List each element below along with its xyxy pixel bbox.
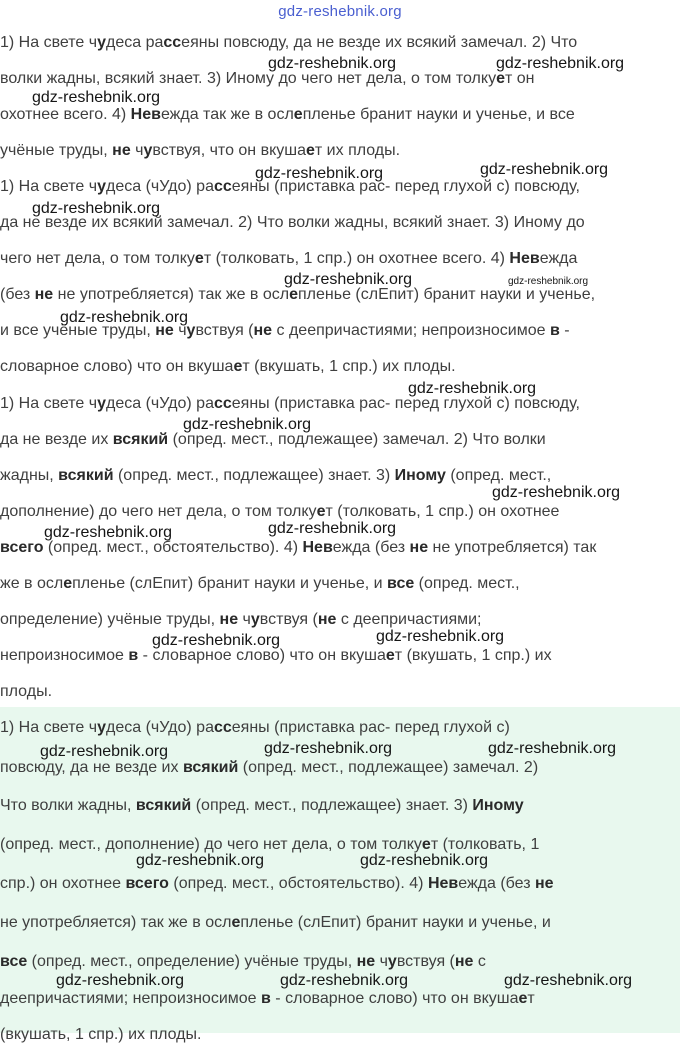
text-fragment: ежда (без xyxy=(332,539,410,556)
text-fragment: Что волки жадны, xyxy=(0,797,136,814)
text-fragment: (опред. мест., обстоятельство). 4) xyxy=(43,539,303,556)
text-line xyxy=(0,611,482,629)
watermark-text: gdz-reshebnik.org xyxy=(32,200,161,217)
text-fragment: деса (чУдо) ра xyxy=(106,395,214,412)
bold-fragment: не xyxy=(534,875,554,892)
text-fragment: охотнее всего. 4) xyxy=(0,106,131,123)
text-fragment: деепричастиями; непроизносимое xyxy=(0,990,262,1007)
text-fragment: - словарное слово) что он вкуша xyxy=(270,990,519,1007)
text-line xyxy=(0,358,456,376)
text-fragment: словарное слово) что он вкуша xyxy=(0,358,234,375)
text-fragment: пленье (слЕпит) бранит науки и ученье, и xyxy=(72,575,387,592)
watermark-text: gdz-reshebnik.org xyxy=(268,520,397,537)
text-fragment: (без xyxy=(0,286,35,303)
bold-fragment: не xyxy=(155,322,174,339)
text-fragment: еяны (приставка рас- перед глухой с) повсюду, xyxy=(231,178,580,195)
text-fragment: с деепричастиями; непроизносимое xyxy=(272,322,550,339)
text-fragment: - xyxy=(559,322,570,339)
bold-fragment: у xyxy=(97,395,106,412)
text-fragment: т (толковать, 1 xyxy=(430,836,540,853)
text-fragment: жадны, xyxy=(0,467,59,484)
text-line xyxy=(0,875,554,893)
watermark-text: gdz-reshebnik.org xyxy=(504,972,633,989)
text-fragment: деса (чУдо) ра xyxy=(106,719,214,736)
text-fragment: (опред. мест., подлежащее) знает. 3) xyxy=(113,467,395,484)
text-fragment: т (толковать, 1 спр.) он охотнее xyxy=(325,503,560,520)
text-fragment: (опред. мест., определение) учёные труды, xyxy=(27,953,357,970)
text-fragment: ч xyxy=(173,322,187,339)
text-fragment: т (вкушать, 1 спр.) их xyxy=(394,647,552,664)
text-fragment: (опред. мест., xyxy=(445,467,552,484)
text-fragment: волки жадны, всякий знает. 3) Иному до чего нет дела, о том толку xyxy=(0,70,497,87)
watermark-text: gdz-reshebnik.org xyxy=(56,972,185,989)
bold-fragment: Иному xyxy=(394,467,446,484)
text-fragment: пленье (слЕпит) бранит науки и ученье, xyxy=(298,286,596,303)
text-fragment: 1) На свете ч xyxy=(0,719,98,736)
text-line xyxy=(0,575,520,593)
text-fragment: с деепричастиями; xyxy=(336,611,482,628)
text-fragment: да не везде их xyxy=(0,431,113,448)
bold-fragment: в xyxy=(261,990,271,1007)
text-fragment: т xyxy=(527,990,535,1007)
text-fragment: вствуя, что он вкуша xyxy=(152,142,306,159)
bold-fragment: не xyxy=(454,953,474,970)
bold-fragment: не xyxy=(356,953,376,970)
watermark-text: gdz-reshebnik.org xyxy=(376,628,505,645)
bold-fragment: у xyxy=(387,953,397,970)
text-fragment: вствуя ( xyxy=(195,322,254,339)
bold-fragment: в xyxy=(128,647,139,664)
text-fragment: плоды. xyxy=(0,683,53,700)
text-fragment: деса (чУдо) ра xyxy=(106,178,214,195)
bold-fragment: у xyxy=(250,611,260,628)
text-fragment: ч xyxy=(238,611,251,628)
text-line xyxy=(0,990,535,1008)
watermark-text: gdz-reshebnik.org xyxy=(508,276,589,287)
site-header-title[interactable]: gdz-reshebnik.org xyxy=(278,3,402,20)
text-fragment: (опред. мест., xyxy=(414,575,520,592)
text-fragment: деса ра xyxy=(106,34,164,51)
text-line xyxy=(0,250,577,268)
text-fragment: т их плоды. xyxy=(314,142,401,159)
bold-fragment: сс xyxy=(213,178,232,195)
watermark-text: gdz-reshebnik.org xyxy=(183,416,312,433)
text-fragment: чего нет дела, о том толку xyxy=(0,250,195,267)
text-fragment: и все учёные труды, xyxy=(0,322,156,339)
bold-fragment: Иному xyxy=(472,797,524,814)
bold-fragment: Нев xyxy=(302,539,333,556)
bold-fragment: сс xyxy=(163,34,182,51)
text-fragment: ч xyxy=(130,142,144,159)
text-fragment: (опред. мест., подлежащее) замечал. 2) Что волки xyxy=(168,431,546,448)
bold-fragment: сс xyxy=(213,395,232,412)
text-fragment: определение) учёные труды, xyxy=(0,611,220,628)
text-line xyxy=(0,503,559,521)
watermark-text: gdz-reshebnik.org xyxy=(44,524,173,541)
bold-fragment: е xyxy=(194,250,204,267)
text-fragment: (вкушать, 1 спр.) их плоды. xyxy=(0,1026,202,1043)
bold-fragment: е xyxy=(518,990,528,1007)
text-line xyxy=(0,914,551,932)
bold-fragment: е xyxy=(421,836,431,853)
text-fragment: пленье бранит науки и ученье, и все xyxy=(302,106,575,123)
text-fragment: непроизносимое xyxy=(0,647,129,664)
text-fragment: спр.) он охотнее xyxy=(0,875,126,892)
watermark-text: gdz-reshebnik.org xyxy=(408,380,537,397)
bold-fragment: е xyxy=(496,70,505,87)
bold-fragment: все xyxy=(387,575,415,592)
bold-fragment: Нев xyxy=(509,250,540,267)
bold-fragment: у xyxy=(186,322,196,339)
text-fragment: учёные труды, xyxy=(0,142,113,159)
text-fragment: 1) На свете ч xyxy=(0,395,98,412)
text-fragment: еяны (приставка рас- перед глухой с) повсюду, xyxy=(231,395,580,412)
watermark-text: gdz-reshebnik.org xyxy=(480,161,609,178)
watermark-text: gdz-reshebnik.org xyxy=(40,743,169,760)
text-fragment: не употребляется) так же в осл xyxy=(53,286,290,303)
text-fragment: не употребляется) так xyxy=(428,539,597,556)
text-line xyxy=(0,34,577,52)
text-line xyxy=(0,797,524,815)
text-fragment: - словарное слово) что он вкуша xyxy=(138,647,386,664)
bold-fragment: у xyxy=(97,34,106,51)
bold-fragment: е xyxy=(231,914,241,931)
text-line xyxy=(0,142,400,160)
watermark-text: gdz-reshebnik.org xyxy=(492,484,621,501)
bold-fragment: всего xyxy=(0,539,44,556)
watermark-text: gdz-reshebnik.org xyxy=(60,309,189,326)
watermark-text: gdz-reshebnik.org xyxy=(268,55,397,72)
bold-fragment: не xyxy=(409,539,429,556)
bold-fragment: е xyxy=(385,647,395,664)
text-fragment: ч xyxy=(375,953,388,970)
watermark-text: gdz-reshebnik.org xyxy=(488,740,617,757)
watermark-text: gdz-reshebnik.org xyxy=(136,852,265,869)
bold-fragment: е xyxy=(293,106,303,123)
text-fragment: ежда xyxy=(539,250,578,267)
text-line xyxy=(0,106,575,124)
bold-fragment: у xyxy=(97,719,106,736)
text-fragment: т (толковать, 1 спр.) он охотнее всего. 4) xyxy=(203,250,510,267)
text-fragment: 1) На свете ч xyxy=(0,34,98,51)
bold-fragment: Нев xyxy=(130,106,161,123)
text-fragment: (опред. мест., дополнение) до чего нет дела, о том толку xyxy=(0,836,422,853)
bold-fragment: не xyxy=(112,142,131,159)
bold-fragment: всякий xyxy=(58,467,114,484)
text-fragment: вствуя ( xyxy=(259,611,318,628)
text-line xyxy=(0,759,538,777)
bold-fragment: всего xyxy=(125,875,169,892)
text-fragment: еяны (приставка рас- перед глухой с) xyxy=(231,719,510,736)
text-fragment: (опред. мест., подлежащее) знает. 3) xyxy=(191,797,473,814)
bold-fragment: все xyxy=(0,953,28,970)
text-line xyxy=(0,719,510,737)
text-fragment: т он xyxy=(504,70,535,87)
bold-fragment: е xyxy=(63,575,73,592)
text-fragment: (опред. мест., подлежащее) замечал. 2) xyxy=(238,759,539,776)
bold-fragment: в xyxy=(549,322,560,339)
text-fragment: ежда так же в осл xyxy=(160,106,294,123)
watermark-text: gdz-reshebnik.org xyxy=(255,165,384,182)
watermark-text: gdz-reshebnik.org xyxy=(360,852,489,869)
watermark-text: gdz-reshebnik.org xyxy=(280,972,409,989)
bold-fragment: е xyxy=(306,142,315,159)
watermark-text: gdz-reshebnik.org xyxy=(32,89,161,106)
bold-fragment: у xyxy=(143,142,153,159)
watermark-text: gdz-reshebnik.org xyxy=(264,740,393,757)
text-fragment: да не везде их всякий замечал. 2) Что волки жадны, всякий знает. 3) Иному до xyxy=(0,214,585,231)
text-line xyxy=(0,683,52,701)
text-line xyxy=(0,467,551,485)
bold-fragment: е xyxy=(289,286,299,303)
bold-fragment: е xyxy=(316,503,326,520)
bold-fragment: е xyxy=(233,358,243,375)
text-fragment: вствуя ( xyxy=(396,953,455,970)
text-fragment: повсюду, да не везде их xyxy=(0,759,183,776)
bold-fragment: всякий xyxy=(112,431,169,448)
text-fragment: 1) На свете ч xyxy=(0,178,98,195)
bold-fragment: не xyxy=(34,286,54,303)
bold-fragment: у xyxy=(97,178,106,195)
text-fragment: пленье (слЕпит) бранит науки и ученье, и xyxy=(240,914,551,931)
watermark-text: gdz-reshebnik.org xyxy=(152,632,281,649)
text-fragment: же в осл xyxy=(0,575,64,592)
bold-fragment: не xyxy=(253,322,273,339)
bold-fragment: не xyxy=(219,611,239,628)
text-fragment: с xyxy=(473,953,486,970)
bold-fragment: всякий xyxy=(182,759,239,776)
text-fragment: еяны повсюду, да не везде их всякий замечал. 2) Что xyxy=(181,34,578,51)
text-fragment: т (вкушать, 1 спр.) их плоды. xyxy=(242,358,456,375)
watermark-text: gdz-reshebnik.org xyxy=(496,55,625,72)
bold-fragment: сс xyxy=(213,719,232,736)
text-line xyxy=(0,1026,201,1044)
text-fragment: дополнение) до чего нет дела, о том толку xyxy=(0,503,317,520)
bold-fragment: всякий xyxy=(135,797,192,814)
bold-fragment: Нев xyxy=(427,875,459,892)
text-fragment: ежда (без xyxy=(458,875,535,892)
watermark-text: gdz-reshebnik.org xyxy=(284,271,413,288)
text-fragment: (опред. мест., обстоятельство). 4) xyxy=(168,875,428,892)
text-line xyxy=(0,953,486,971)
text-fragment: не употребляется) так же в осл xyxy=(0,914,232,931)
bold-fragment: не xyxy=(317,611,337,628)
